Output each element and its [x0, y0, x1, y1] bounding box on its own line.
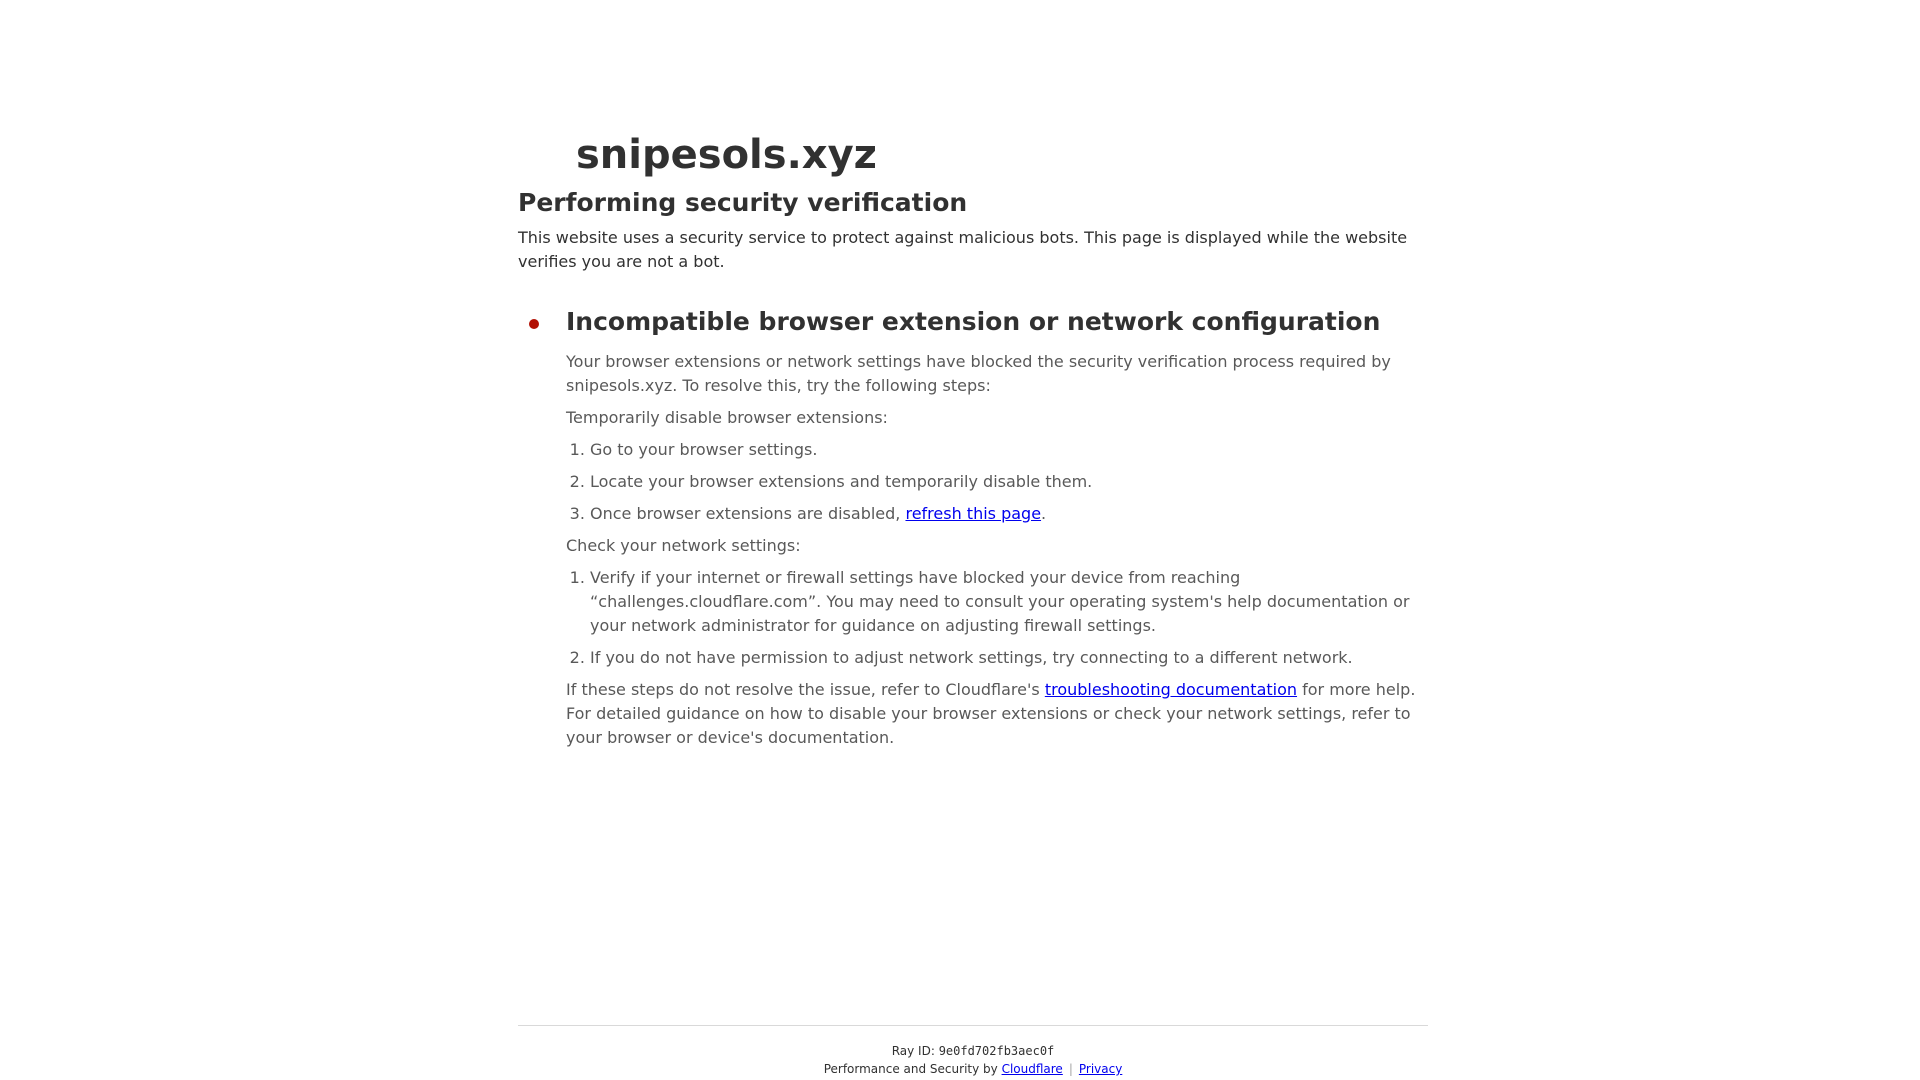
performance-prefix: Performance and Security by [823, 1062, 1002, 1076]
network-step-2: 2. If you do not have permission to adjust network settings, try connecting to a different network. [590, 646, 1428, 670]
closing-paragraph [566, 678, 1428, 750]
performance-line [518, 1060, 1428, 1078]
verification-heading: Performing security verification [518, 188, 968, 217]
extensions-step-1: 1. Go to your browser settings. [590, 438, 1428, 462]
extensions-step-3 [590, 502, 1428, 526]
extensions-step-2: 2. Locate your browser extensions and temporarily disable them. [590, 470, 1428, 494]
error-indicator-icon [529, 319, 539, 329]
cloudflare-link[interactable]: Cloudflare [1001, 1062, 1063, 1076]
error-content [566, 304, 1428, 758]
extensions-step-3-prefix: Once browser extensions are disabled, [590, 504, 906, 523]
extensions-heading: Temporarily disable browser extensions: [566, 408, 888, 427]
network-heading: Check your network settings: [566, 536, 801, 555]
troubleshooting-docs-link[interactable]: troubleshooting documentation [1044, 680, 1298, 699]
footer [518, 1025, 1428, 1078]
error-title: Incompatible browser extension or network configuration [566, 307, 1381, 336]
closing-suffix: for more help. For detailed guidance on how to disable your browser extensions or check your network settings, refer to your browser or device's documentation. [566, 680, 1416, 747]
ray-id-label: Ray ID: [891, 1044, 939, 1058]
network-steps-list [566, 566, 1428, 670]
privacy-link[interactable]: Privacy [1078, 1062, 1123, 1076]
extensions-step-3-suffix: . [1041, 504, 1047, 523]
ray-id-line [518, 1042, 1428, 1060]
extensions-steps-list [566, 438, 1428, 526]
verification-intro: This website uses a security service to protect against malicious bots. This page is displayed while the website verifies you are not a bot. [518, 228, 1408, 271]
footer-separator: | [1068, 1062, 1073, 1076]
site-domain-title: snipesols.xyz [576, 132, 877, 178]
ray-id-value: 9e0fd702fb3aec0f [938, 1044, 1055, 1058]
network-step-1: 1. Verify if your internet or firewall settings have blocked your device from reaching “challenges.cloudflare.com”. You may need to consult your operating system's help documentation or your network administrator for guidance on adjusting firewall settings. [590, 566, 1428, 638]
refresh-page-link[interactable]: refresh this page [905, 504, 1042, 523]
closing-prefix: If these steps do not resolve the issue, refer to Cloudflare's [566, 680, 1045, 699]
error-description: Your browser extensions or network settings have blocked the security verification process required by snipesols.xyz. To resolve this, try the following steps: [566, 352, 1391, 395]
